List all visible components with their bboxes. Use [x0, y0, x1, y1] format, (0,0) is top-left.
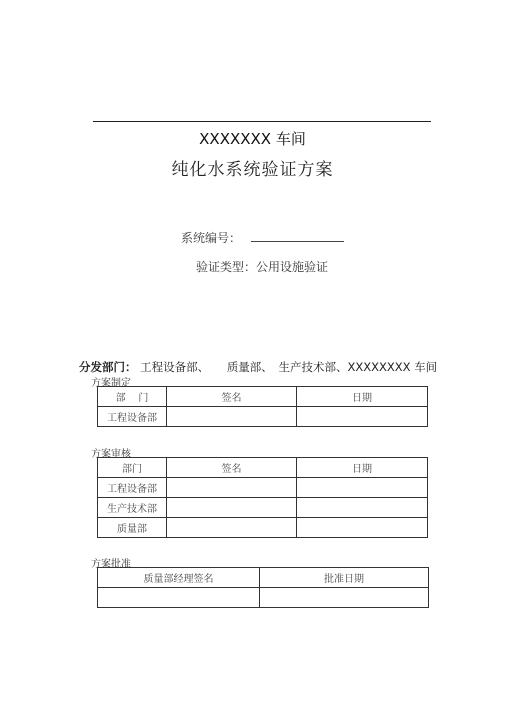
table-row	[98, 518, 428, 538]
header-cell: 日期	[297, 458, 428, 478]
plan-review-table	[97, 457, 428, 538]
table-header-row	[98, 387, 428, 407]
dept-cell: 质量部	[98, 518, 167, 538]
header-cell: 签名	[167, 458, 297, 478]
plan-approve-table	[97, 567, 429, 608]
table-header-row	[98, 458, 428, 478]
dept-cell: 生产技术部	[98, 498, 167, 518]
table-header-row	[98, 568, 429, 588]
dist-dept-4: XXXXXXXX 车间	[347, 360, 438, 374]
date-cell[interactable]	[297, 518, 428, 538]
date-cell[interactable]	[297, 478, 428, 498]
header-cell: 签名	[167, 387, 297, 407]
signature-cell[interactable]	[167, 518, 297, 538]
system-number-label: 系统编号：	[181, 231, 242, 245]
system-number-field	[181, 229, 344, 246]
system-number-blank[interactable]	[251, 232, 344, 242]
top-rule	[93, 121, 431, 122]
plan-review-label: 方案审核	[91, 449, 131, 460]
plan-make-table	[97, 386, 428, 427]
signature-cell[interactable]	[167, 498, 297, 518]
dist-dept-2: 质量部、	[226, 360, 273, 374]
distribution-departments	[79, 359, 437, 375]
approval-date-cell[interactable]	[260, 588, 429, 608]
manager-signature-cell[interactable]	[98, 588, 260, 608]
date-cell[interactable]	[297, 407, 428, 427]
header-cell: 部门	[98, 458, 167, 478]
dist-dept-1: 工程设备部、	[140, 360, 210, 374]
dept-cell: 工程设备部	[98, 407, 167, 427]
signature-cell[interactable]	[167, 478, 297, 498]
document-subtitle: 纯化水系统验证方案	[171, 160, 334, 180]
document-title: XXXXXXX 车间	[199, 130, 306, 148]
header-cell: 质量部经理签名	[98, 568, 260, 588]
table-row	[98, 478, 428, 498]
table-row	[98, 498, 428, 518]
header-cell: 日期	[297, 387, 428, 407]
table-row	[98, 588, 429, 608]
plan-make-label: 方案制定	[91, 378, 131, 389]
header-cell: 部 门	[98, 387, 167, 407]
signature-cell[interactable]	[167, 407, 297, 427]
plan-approve-label: 方案批准	[91, 559, 131, 570]
dist-dept-3: 生产技术部、	[278, 360, 348, 374]
header-cell: 批准日期	[260, 568, 429, 588]
distribution-label: 分发部门：	[79, 360, 137, 374]
table-row	[98, 407, 428, 427]
date-cell[interactable]	[297, 498, 428, 518]
dept-cell: 工程设备部	[98, 478, 167, 498]
validation-type: 验证类型：公用设施验证	[196, 260, 329, 274]
